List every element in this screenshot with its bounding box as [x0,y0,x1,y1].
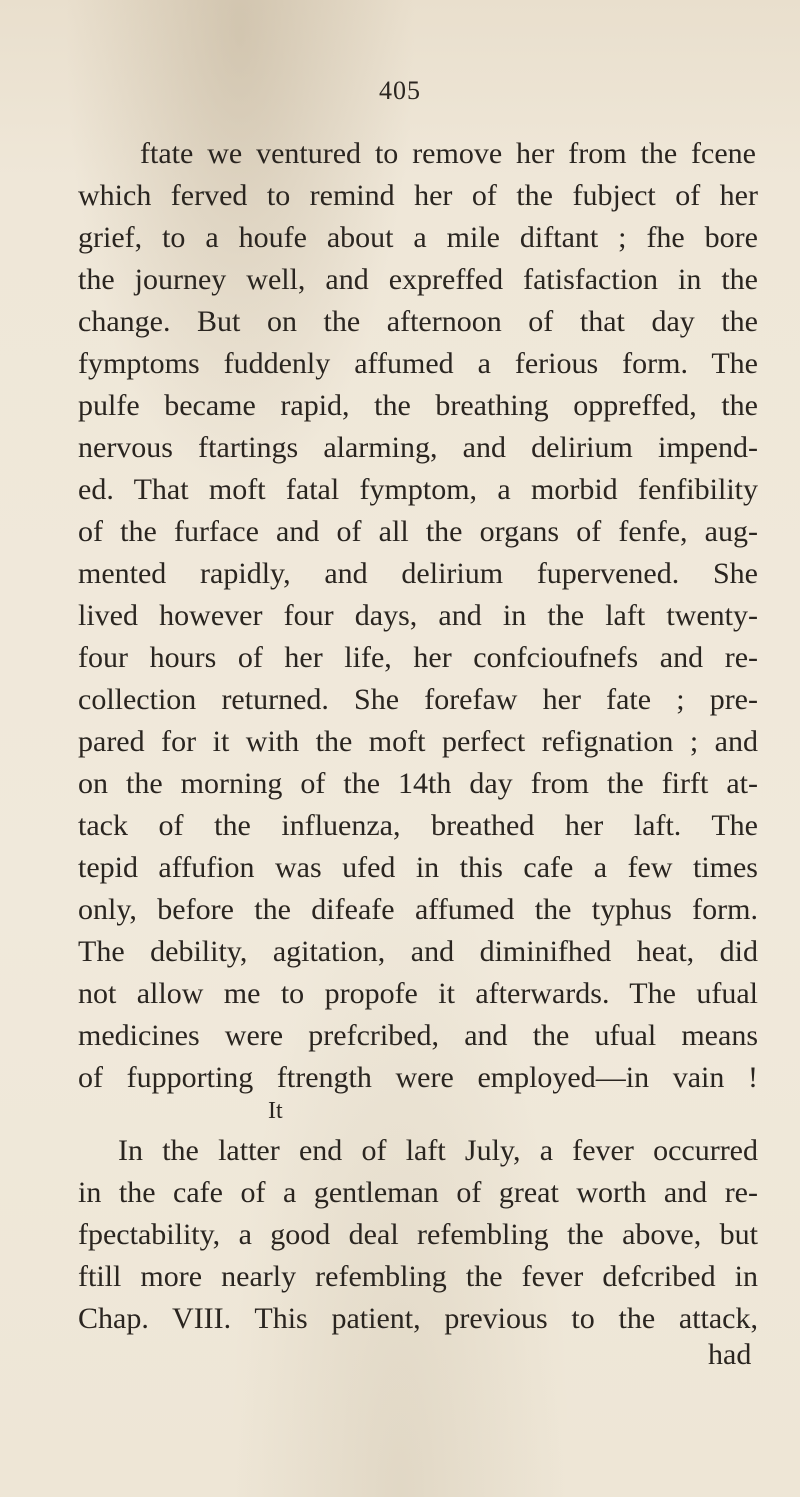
text-line: tepid affufion was ufed in this cafe a few times [78,851,758,884]
text-line: the journey well, and expreffed fatisfaction in the [78,263,758,296]
signature-mark: It [268,1098,283,1124]
text-line: change. But on the afternoon of that day the [78,305,758,338]
text-line: ftate we ventured to remove her from the fcene [140,137,756,170]
text-line: collection returned. She forefaw her fate ; pre- [78,683,758,716]
text-line: of the furface and of all the organs of fenfe, aug- [78,515,758,548]
text-line: The debility, agitation, and diminifhed heat, did [78,935,758,968]
text-line: lived however four days, and in the laft twenty- [78,599,758,632]
text-line: of fupporting ftrength were employed—in vain ! [78,1061,758,1094]
text-line: tack of the influenza, breathed her laft. The [78,809,758,842]
catchword: had [708,1338,752,1371]
text-line: ed. That moft fatal fymptom, a morbid fenfibility [78,473,758,506]
text-line: on the morning of the 14th day from the firft at- [78,767,758,800]
text-line: in the cafe of a gentleman of great worth and re- [78,1176,758,1209]
text-line: Chap. VIII. This patient, previous to the attack, [78,1302,758,1335]
page-number: 405 [379,76,421,105]
text-line: not allow me to propofe it afterwards. The ufual [78,977,758,1010]
text-line: grief, to a houfe about a mile diftant ; fhe bore [78,221,758,254]
text-line: only, before the difeafe affumed the typhus form. [78,893,758,926]
text-line: In the latter end of laft July, a fever occurred [118,1134,758,1167]
text-line: fpectability, a good deal refembling the above, but [78,1218,758,1251]
text-line: which ferved to remind her of the fubject of her [78,179,758,212]
text-line: four hours of her life, her confcioufnefs and re- [78,641,758,674]
text-line: nervous ftartings alarming, and delirium impend- [78,431,758,464]
text-line: fymptoms fuddenly affumed a ferious form. The [78,347,758,380]
text-line: mented rapidly, and delirium fupervened. She [78,557,758,590]
text-line: ftill more nearly refembling the fever defcribed in [78,1260,758,1293]
text-line: pulfe became rapid, the breathing oppreffed, the [78,389,758,422]
text-line: medicines were prefcribed, and the ufual means [78,1019,758,1052]
text-line: pared for it with the moft perfect refignation ; and [78,725,758,758]
